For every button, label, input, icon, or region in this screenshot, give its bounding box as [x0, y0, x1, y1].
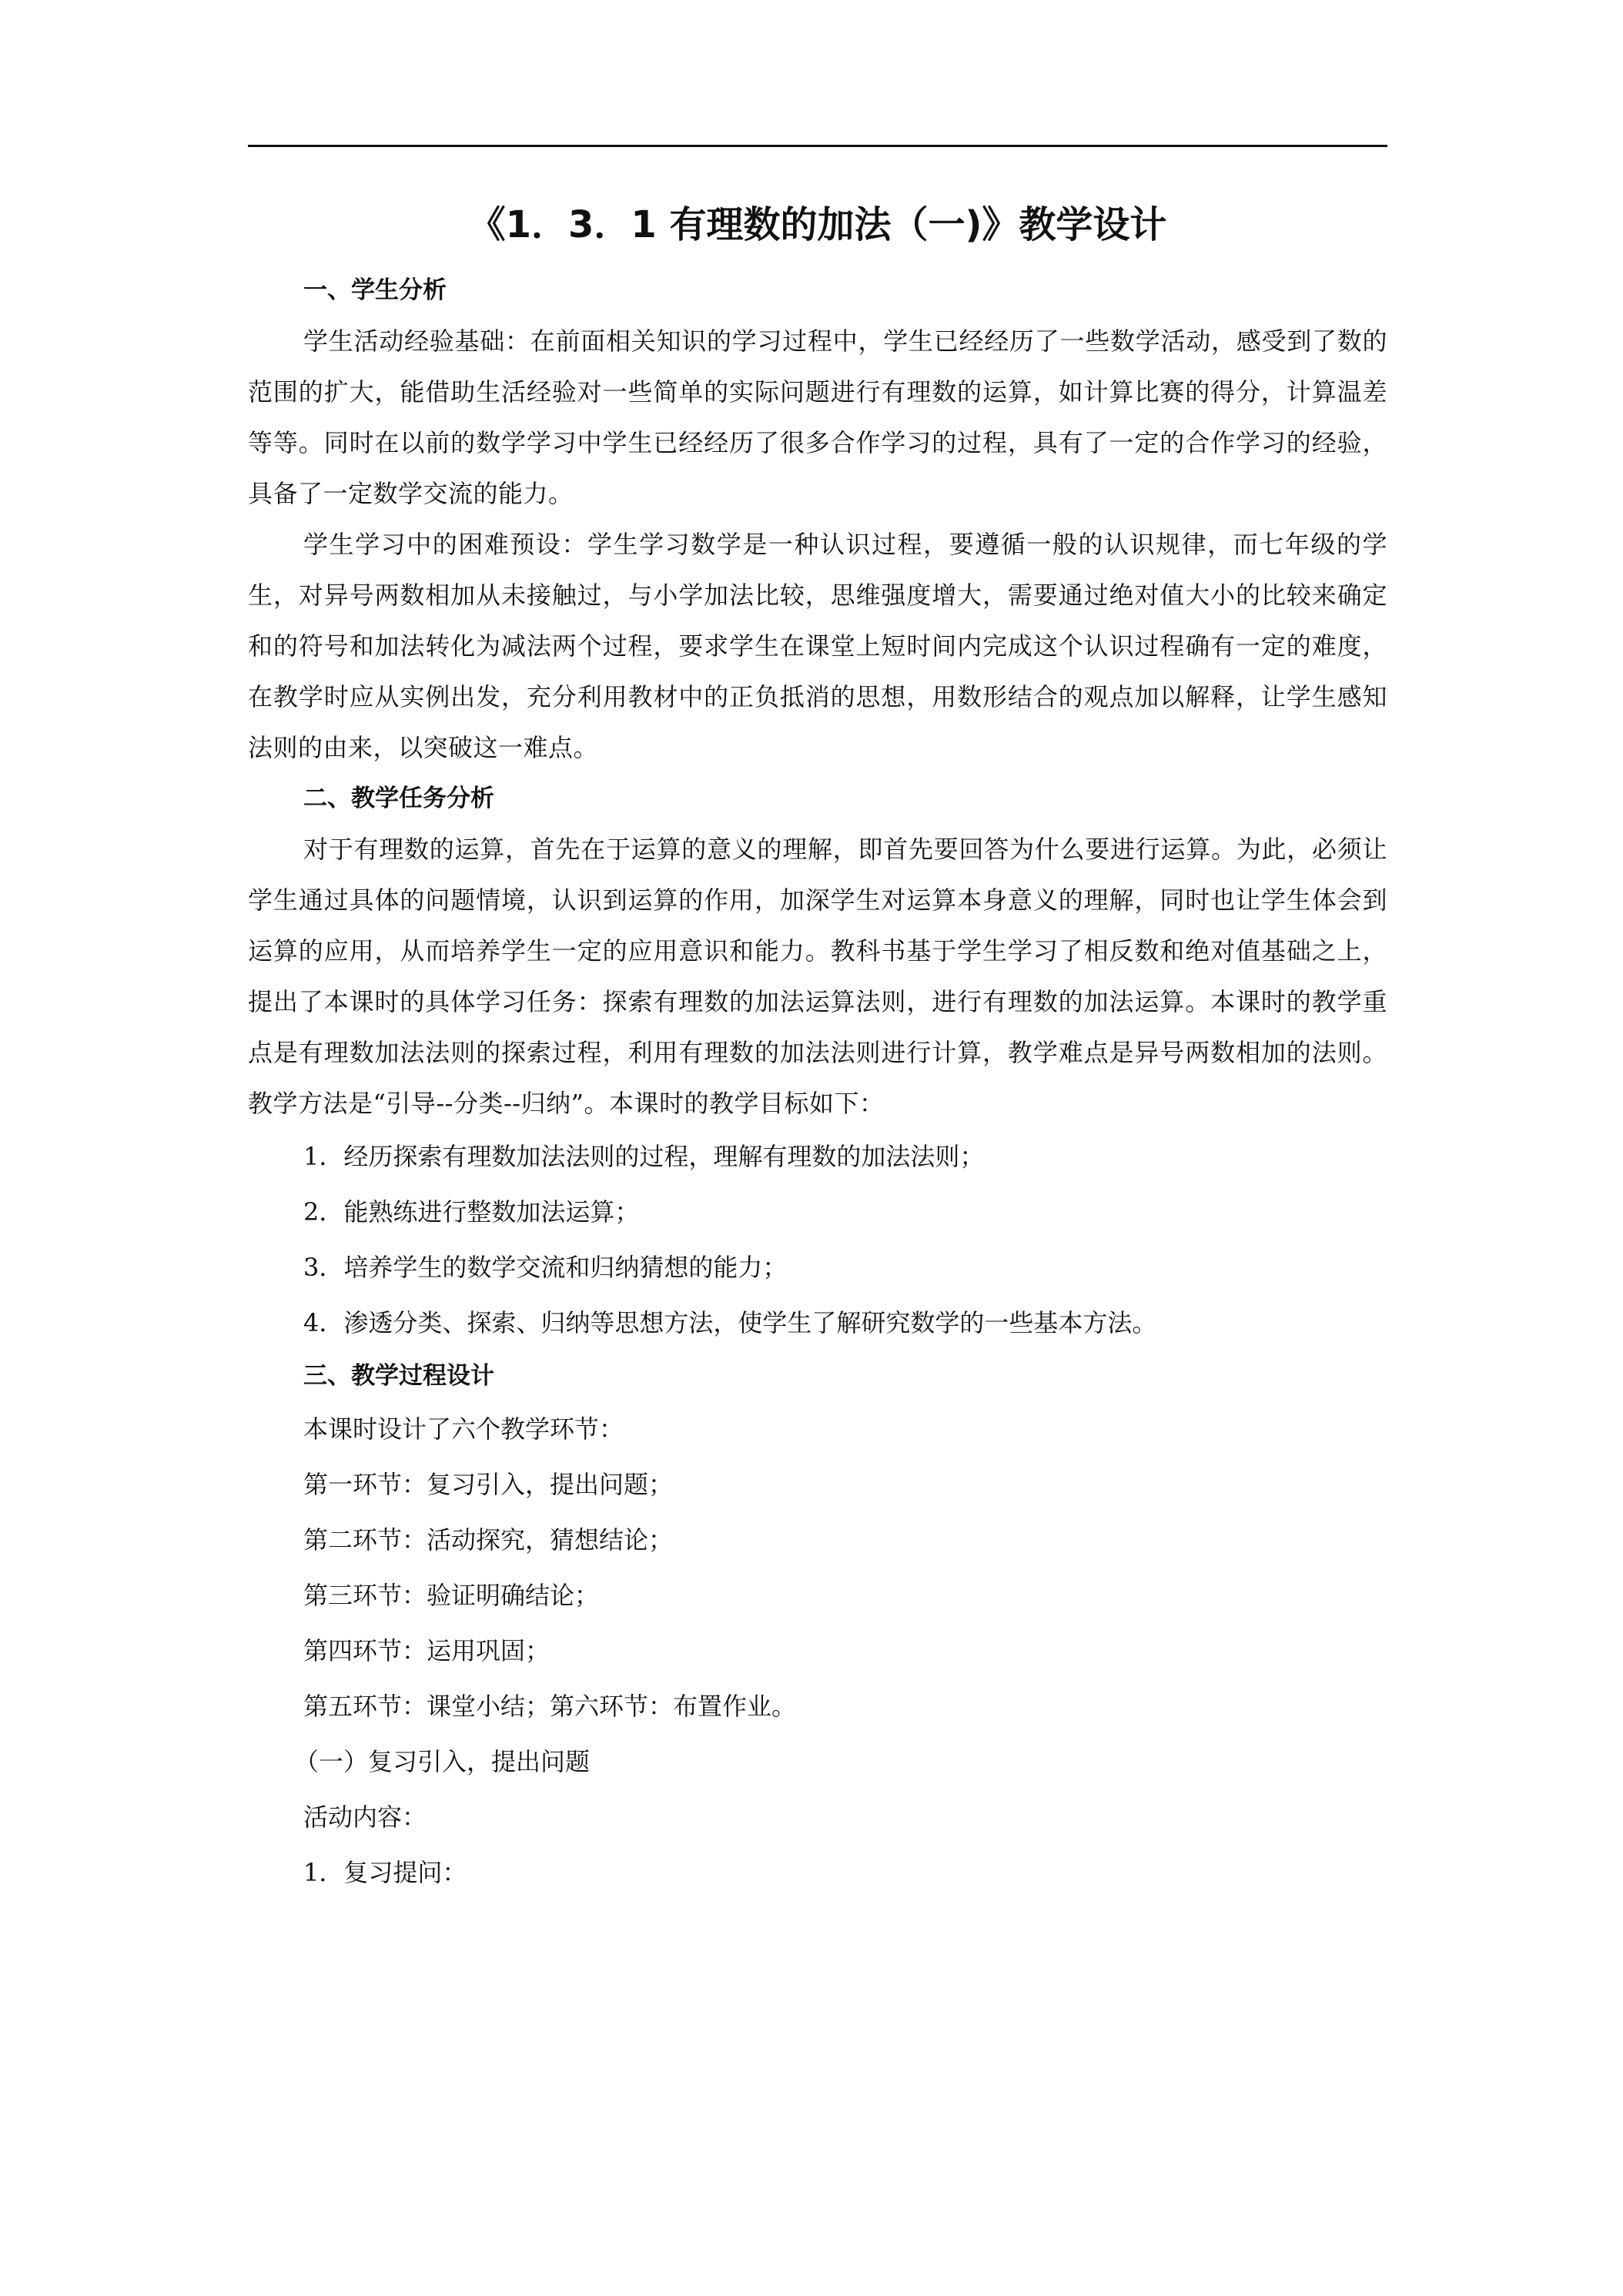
process-line: 第三环节：验证明确结论； [303, 1581, 600, 1610]
teaching-goal-item: 1．经历探索有理数加法法则的过程，理解有理数的加法法则； [303, 1142, 985, 1171]
teaching-goal-item: 3．培养学生的数学交流和归纳猜想的能力； [303, 1253, 788, 1282]
process-line: 第五环节：课堂小结；第六环节：布置作业。 [303, 1692, 797, 1721]
document-title: 《1．3．1 有理数的加法（一)》教学设计 [468, 203, 1167, 246]
paragraph-difficulty-presumption: 学生学习中的困难预设：学生学习数学是一种认识过程，要遵循一般的认识规律，而七年级的学生，对异号两数相加从未接触过，与小学加法比较，思维强度增大，需要通过绝对值大小的比较来确定和的符号和加法转化为减法两个过程，要求学生在课堂上短时间内完成这个认识过程确有一定的难度，在教学时应从实例出发，充分利用教材中的正负抵消的思想，用数形结合的观点加以解释，让学生感知法则的由来，以突破这一难点。 [248, 530, 1387, 762]
section-heading-task-analysis: 二、教学任务分析 [303, 785, 494, 812]
document-body [248, 194, 1387, 1900]
header-rule [248, 145, 1387, 147]
activity-content-label: 活动内容： [303, 1802, 427, 1832]
teaching-goal-item: 4．渗透分类、探索、归纳等思想方法，使学生了解研究数学的一些基本方法。 [303, 1308, 1157, 1337]
process-line: 第四环节：运用巩固； [303, 1636, 550, 1665]
process-line: 第一环节：复习引入，提出问题； [303, 1470, 674, 1499]
section-heading-student-analysis: 一、学生分析 [303, 276, 447, 304]
paragraph-task-analysis: 对于有理数的运算，首先在于运算的意义的理解，即首先要回答为什么要进行运算。为此，必须让学生通过具体的问题情境，认识到运算的作用，加深学生对运算本身意义的理解，同时也让学生体会到运算的应用，从而培养学生一定的应用意识和能力。教科书基于学生学习了相反数和绝对值基础之上，提出了本课时的具体学习任务：探索有理数的加法运算法则，进行有理数的加法运算。本课时的教学重点是有理数加法法则的探索过程，利用有理数的加法法则进行计算，教学难点是异号两数相加的法则。教学方法是“引导--分类--归纳”。本课时的教学目标如下： [248, 835, 1387, 1118]
subsection-heading-review: （一）复习引入，提出问题 [294, 1747, 591, 1776]
paragraph-experience-basis: 学生活动经验基础：在前面相关知识的学习过程中，学生已经经历了一些数学活动，感受到了数的范围的扩大，能借助生活经验对一些简单的实际问题进行有理数的运算，如计算比赛的得分，计算温差等等。同时在以前的数学学习中学生已经经历了很多合作学习的过程，具有了一定的合作学习的经验，具备了一定数学交流的能力。 [248, 326, 1387, 508]
process-line: 第二环节：活动探究，猜想结论； [303, 1525, 674, 1555]
review-question-item: 1．复习提问： [303, 1858, 467, 1887]
section-heading-process-design: 三、教学过程设计 [303, 1362, 494, 1390]
process-line: 本课时设计了六个教学环节： [303, 1414, 624, 1444]
teaching-goal-item: 2．能熟练进行整数加法运算； [303, 1197, 640, 1227]
